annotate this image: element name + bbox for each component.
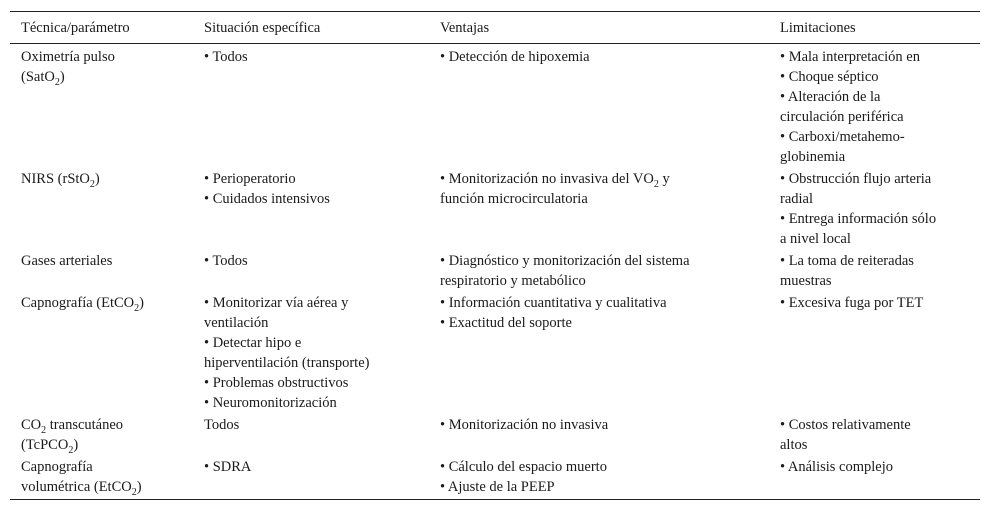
cell-line: • Todos [204, 253, 248, 269]
subscript: 2 [653, 179, 659, 190]
text-segment: ) [139, 295, 144, 311]
text-segment: • Exactitud del soporte [440, 315, 572, 331]
cell-limitaciones [769, 249, 980, 291]
text-segment: • Diagnóstico y monitorización del sistema [440, 253, 690, 269]
comparison-table-container [10, 11, 980, 500]
cell-line [440, 477, 765, 497]
cell-line: • Análisis complejo [780, 459, 894, 475]
text-segment: y [658, 171, 670, 187]
cell-line: • Perioperatorio [204, 171, 296, 187]
cell-line: • Mala interpretación en [780, 49, 920, 65]
table-row [10, 249, 980, 291]
cell-line [440, 189, 765, 209]
cell-ventajas [429, 455, 769, 500]
cell-line: • Alteración de la [780, 89, 881, 105]
cell-tecnica [10, 291, 193, 413]
table-row [10, 167, 980, 249]
cell-situacion [193, 455, 429, 500]
cell-limitaciones [769, 291, 980, 413]
text-segment: transcutáneo [46, 417, 124, 433]
text-segment: • Información cuantitativa y cualitativa [440, 295, 667, 311]
cell-line: • Entrega información sólo [780, 211, 937, 227]
text-segment: (TcPCO [21, 437, 69, 453]
cell-limitaciones [769, 413, 980, 455]
cell-line: • Problemas obstructivos [204, 375, 349, 391]
cell-line: • Detectar hipo e [204, 335, 302, 351]
cell-tecnica [10, 413, 193, 455]
subscript: 2 [89, 179, 95, 190]
cell-ventajas [429, 167, 769, 249]
table-header [10, 12, 980, 44]
subscript: 2 [68, 445, 74, 456]
text-segment: respiratorio y metabólico [440, 273, 586, 289]
table-body [10, 44, 980, 500]
cell-line [440, 293, 765, 313]
subscript: 2 [131, 487, 137, 498]
cell-line [21, 47, 189, 67]
cell-line [440, 313, 765, 333]
cell-ventajas [429, 249, 769, 291]
text-segment: ) [136, 479, 142, 495]
cell-situacion [193, 291, 429, 413]
cell-line: hiperventilación (transporte) [204, 355, 370, 371]
text-segment: ) [94, 171, 100, 187]
cell-line: • Cuidados intensivos [204, 191, 330, 207]
cell-line: • Choque séptico [780, 69, 879, 85]
cell-line: • Excesiva fuga por TET [780, 295, 924, 311]
comparison-table [10, 11, 980, 500]
text-segment: (SatO [21, 69, 55, 85]
cell-line [21, 67, 189, 87]
text-segment: Capnografía [21, 459, 93, 475]
text-segment: volumétrica (EtCO [21, 479, 132, 495]
text-segment: NIRS (rStO [21, 171, 90, 187]
table-row [10, 291, 980, 413]
cell-line [21, 415, 189, 435]
cell-line [21, 435, 189, 455]
table-row [10, 455, 980, 500]
cell-line: • Neuromonitorización [204, 395, 337, 411]
cell-situacion [193, 249, 429, 291]
cell-ventajas [429, 44, 769, 168]
cell-line [440, 457, 765, 477]
cell-tecnica [10, 44, 193, 168]
table-row [10, 44, 980, 168]
text-segment: • Monitorización no invasiva del VO [440, 171, 654, 187]
cell-line [21, 293, 189, 313]
cell-limitaciones [769, 167, 980, 249]
cell-line: altos [780, 437, 808, 453]
cell-line [440, 169, 765, 189]
text-segment: función microcirculatoria [440, 191, 588, 207]
cell-situacion [193, 413, 429, 455]
subscript: 2 [41, 425, 47, 436]
cell-tecnica [10, 249, 193, 291]
cell-line [21, 457, 189, 477]
cell-line: globinemia [780, 149, 846, 165]
cell-tecnica [10, 167, 193, 249]
header-limitaciones: Limitaciones [780, 19, 856, 36]
text-segment: Oximetría pulso [21, 49, 115, 65]
header-row [10, 12, 980, 44]
cell-situacion [193, 44, 429, 168]
cell-ventajas [429, 413, 769, 455]
cell-line: • SDRA [204, 459, 252, 475]
cell-line [21, 251, 189, 271]
cell-line: Todos [204, 417, 240, 433]
cell-line: radial [780, 191, 814, 207]
table-row [10, 413, 980, 455]
cell-limitaciones [769, 455, 980, 500]
text-segment: • Cálculo del espacio muerto [440, 459, 607, 475]
text-segment: ) [73, 437, 79, 453]
text-segment: Gases arteriales [21, 253, 113, 269]
cell-line: a nivel local [780, 231, 851, 247]
cell-line: • La toma de reiteradas [780, 253, 914, 269]
cell-line [440, 251, 765, 271]
cell-line [440, 415, 765, 435]
cell-line: ventilación [204, 315, 269, 331]
text-segment: • Monitorización no invasiva [440, 417, 609, 433]
cell-tecnica [10, 455, 193, 500]
cell-situacion [193, 167, 429, 249]
cell-line [21, 169, 189, 189]
text-segment: Capnografía (EtCO [21, 295, 135, 311]
cell-limitaciones [769, 44, 980, 168]
cell-line: • Todos [204, 49, 248, 65]
cell-line: • Costos relativamente [780, 417, 911, 433]
header-ventajas: Ventajas [440, 19, 490, 36]
cell-line: circulación periférica [780, 109, 904, 125]
text-segment: • Ajuste de la PEEP [440, 479, 555, 495]
cell-line [440, 47, 765, 67]
header-tecnica: Técnica/parámetro [21, 19, 130, 36]
text-segment: CO [21, 417, 42, 433]
cell-ventajas [429, 291, 769, 413]
cell-line: • Monitorizar vía aérea y [204, 295, 349, 311]
header-situacion: Situación específica [204, 19, 321, 36]
cell-line [440, 271, 765, 291]
cell-line: • Obstrucción flujo arteria [780, 171, 932, 187]
cell-line: • Carboxi/metahemo- [780, 129, 905, 145]
cell-line [21, 477, 189, 497]
subscript: 2 [54, 77, 60, 88]
text-segment: ) [59, 69, 65, 85]
text-segment: • Detección de hipoxemia [440, 49, 590, 65]
subscript: 2 [134, 303, 140, 314]
cell-line: muestras [780, 273, 832, 289]
